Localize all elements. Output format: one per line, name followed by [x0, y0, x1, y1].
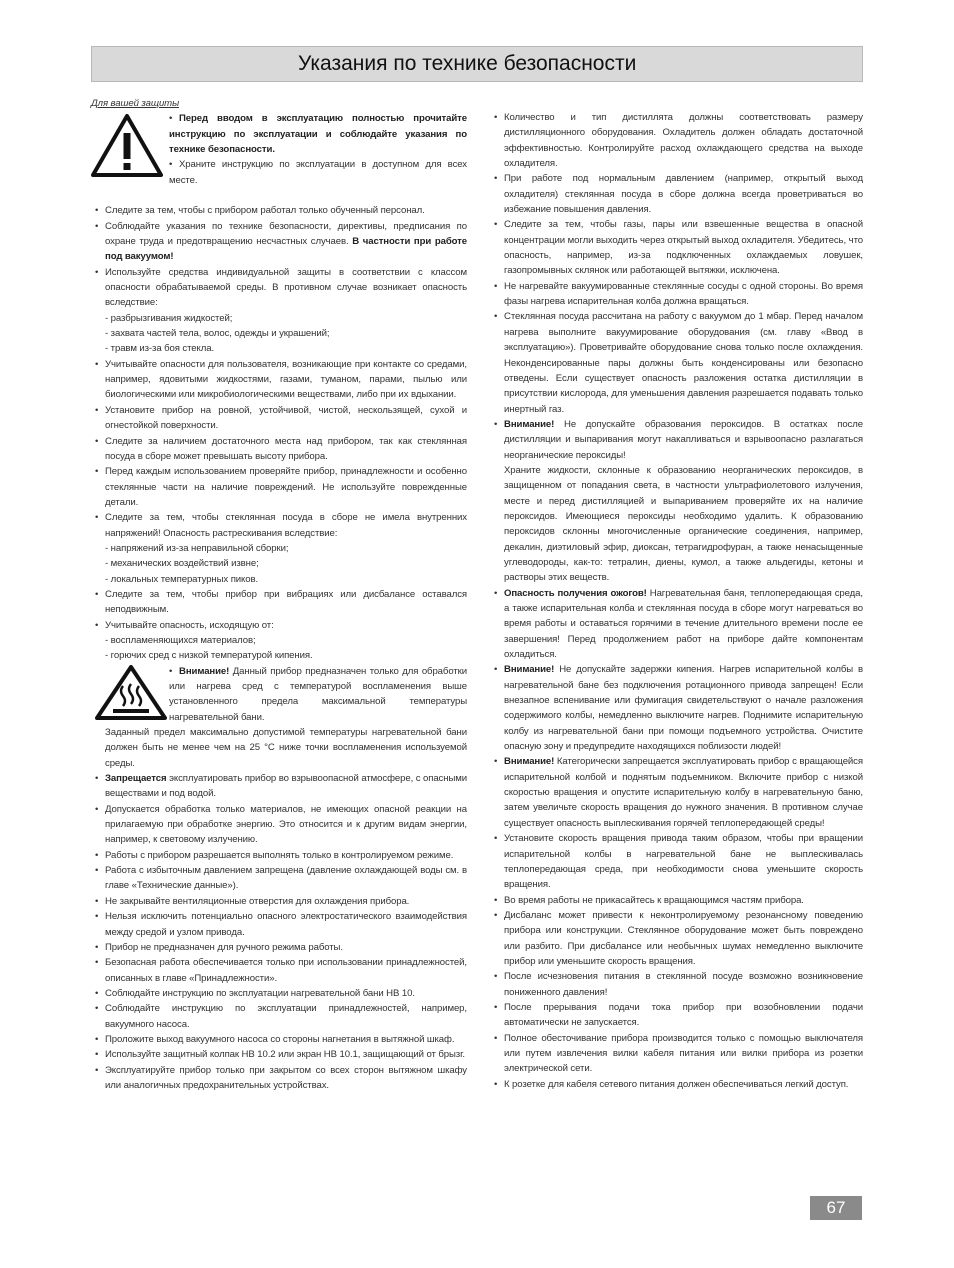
list-item-text: После исчезновения питания в стеклянной посуде возможно возникновение пониженного давления!	[504, 971, 863, 998]
list-item-text: эксплуатировать прибор во взрывоопасной атмосфере, с опасными веществами и под водой.	[105, 773, 468, 800]
list-item	[490, 969, 863, 1000]
list-item-text: Категорически запрещается эксплуатировать прибор с вращающейся испарительной колбой и поднятым подъемником. Включите прибор с низкой скоростью вращения и опустите испарительную колбу в нагревательную баню, затем увеличьте скорость вращения до нужного значения. В противном случае существует опасность выплескивания горячей теплопередающей среды!	[504, 756, 863, 829]
list-item-bold: В частности при работе под вакуумом!	[105, 236, 467, 263]
left-column	[91, 96, 467, 1093]
list-item	[490, 110, 863, 171]
list-item-text: Не нагревайте вакуумированные стеклянные сосуды с одной стороны. Во время фазы нагрева испарительная колба должна вращаться.	[504, 280, 863, 308]
list-item	[91, 587, 467, 618]
warning-triangle-icon	[91, 113, 163, 177]
list-item-bold: Внимание!	[504, 756, 555, 768]
list-item	[490, 1000, 863, 1031]
list-item-text: Нагревательная баня, теплопередающая среда, а также испарительная колба и стеклянная посуда в сборе могут нагреваться во время работы и оставаться горячими в течение длительного времени после ее завершения! Перед продолжением работ на приборе дайте компонентам охладиться.	[504, 587, 863, 661]
list-item	[91, 203, 467, 218]
list-item-text: При работе под нормальным давлением (например, открытый выход охладителя) стеклянная посуда в сборе должна всегда проветриваться во избежание повышения давления.	[504, 173, 863, 216]
list-item	[91, 1047, 467, 1062]
list-item-text: Дисбаланс может привести к неконтролируемому резонансному поведению прибора или конструкции. Стеклянное оборудование может быть повреждено или разбито. При дисбалансе или необычных шумах немедленно выключите прибор или уменьшите скорость вращения.	[504, 909, 863, 967]
warning-bold-text: Перед вводом в эксплуатацию полностью прочитайте инструкцию по эксплуатации и соблюдайте указания по технике безопасности.	[169, 113, 467, 156]
list-item	[169, 111, 467, 157]
list-item	[490, 417, 863, 463]
list-item	[91, 403, 467, 434]
list-item-text: Стеклянная посуда рассчитана на работу с вакуумом до 1 мбар. Перед началом нагрева выполните вакуумирование оборудования (см. главу «Ввод в эксплуатацию»). Проветривайте оборудование снова только после охлаждения. Неконденсированные пары должны быть конденсированы или безопасно отведены. Если существует опасность разложения остатка дистилляции в присутствии кислорода, для уменьшения давления разрешается подавать только инертный газ.	[504, 311, 863, 415]
list-item-text: Установите прибор на ровной, устойчивой, чистой, нескользящей, сухой и огнестойкой поверхности.	[105, 404, 467, 432]
list-item-text: Проложите выход вакуумного насоса со стороны нагнетания в вытяжной шкаф.	[105, 1033, 455, 1045]
list-item	[490, 1031, 863, 1077]
list-item-text: Следите за тем, чтобы газы, пары или взвешенные вещества в опасной концентрации могли выходить через открытый выход охладителя. Убедитесь, что опасность, например, из-за подключенных охлаждаемых ловушек, газопромывных склянок или работающей вытяжки, исключена.	[504, 219, 863, 277]
list-item-text: Эксплуатируйте прибор только при закрытом со всех сторон вытяжном шкафу или аналогичных предохранительных устройствах.	[105, 1064, 467, 1091]
sub-item: - локальных температурных пиков.	[105, 573, 259, 585]
list-item	[91, 464, 467, 510]
list-item-text: Соблюдайте инструкцию по эксплуатации принадлежностей, например, вакуумного насоса.	[105, 1003, 467, 1030]
list-item-text: Учитывайте опасности для пользователя, возникающие при контакте со средами, например, ядовитыми жидкостями, газами, туманом, парами, пылью или биологическими или микробиологическими веществами, либо при их вдыхании.	[105, 358, 467, 401]
list-item	[490, 893, 863, 908]
sub-item: - захвата частей тела, волос, одежды и украшений;	[105, 328, 330, 340]
list-item	[490, 309, 863, 416]
list-item	[490, 279, 863, 310]
list-item	[91, 1001, 467, 1032]
list-item	[91, 771, 467, 802]
list-item	[91, 510, 467, 541]
paragraph: Заданный предел максимально допустимой температуры нагревательной бани должен быть не менее чем на 25 °C ниже точки воспламенения используемой среды.	[105, 727, 467, 769]
list-item	[490, 1077, 863, 1092]
list-item-text: Используйте средства индивидуальной защиты в соответствии с классом опасности обрабатываемой среды. В противном случае возникает опасность вследствие:	[105, 266, 467, 309]
list-item	[91, 863, 467, 894]
list-item	[91, 909, 467, 940]
list-item-text: Следите за наличием достаточного места над прибором, так как стеклянная посуда в сборе может превышать высоту прибора.	[105, 435, 467, 462]
list-item-text: К розетке для кабеля сетевого питания должен обеспечиваться легкий доступ.	[504, 1078, 849, 1090]
list-item-text: Установите скорость вращения привода таким образом, чтобы при вращении испарительной колбы в нагревательной бане не выплескивалась теплопередающая среда, при необходимости снова уменьшите скорость вращения.	[504, 833, 863, 891]
list-item-text: Учитывайте опасность, исходящую от:	[105, 619, 274, 631]
list-item-bold: Внимание!	[504, 418, 555, 430]
right-column	[490, 110, 863, 1092]
list-item-text: После прерывания подачи тока прибор при возобновлении подачи автоматически не запускается.	[504, 1001, 863, 1029]
list-item-text: Работы с прибором разрешается выполнять только в контролируемом режиме.	[105, 849, 454, 861]
list-item	[91, 848, 467, 863]
list-item	[490, 662, 863, 754]
list-item	[490, 754, 863, 831]
list-item-text: Храните инструкцию по эксплуатации в доступном для всех месте.	[169, 159, 467, 186]
list-item	[91, 986, 467, 1001]
list-item-text: Следите за тем, чтобы стеклянная посуда в сборе не имела внутренних напряжений! Опасность растрескивания вследствие:	[105, 512, 467, 539]
list-item-text: Следите за тем, чтобы с прибором работал только обученный персонал.	[105, 205, 425, 217]
list-item	[91, 434, 467, 465]
list-item	[91, 1063, 467, 1094]
list-item-text: Следите за тем, чтобы прибор при вибрациях или дисбалансе оставался неподвижным.	[105, 588, 467, 616]
list-item	[91, 802, 467, 848]
list-item-text: Используйте защитный колпак HB 10.2 или экран HB 10.1, защищающий от брызг.	[105, 1049, 465, 1061]
page-title: Указания по технике безопасности	[298, 52, 637, 75]
paragraph: Храните жидкости, склонные к образованию неорганических пероксидов, в защищенном от попадания света, в частности ультрафиолетового излучения, месте и перед дистилляцией и выпариванием проверяйте их на наличие пероксидов. Имеющиеся пероксиды необходимо удалить. К образованию пероксидов склонны многочисленные органические соединения, например, декалин, диэтиловый эфир, диоксан, тетрагидрофуран, а также ненасыщенные углеводороды, как-то: тетралин, диены, кумол, а также альдегиды, кетоны и растворы этих веществ.	[504, 464, 863, 584]
list-item-text: Не допускайте образования пероксидов. В остатках после дистилляции и выпаривания могут накапливаться и взрывоопасно разлагаться неорганические пероксиды!	[504, 418, 863, 461]
list-item-text: Полное обесточивание прибора производится только с помощью выключателя или путем извлечения вилки кабеля питания или вилки прибора из розетки электрической сети.	[504, 1032, 863, 1075]
title-bar	[91, 46, 863, 82]
list-item-bold: Запрещается	[105, 773, 167, 785]
warning-block-hot-surface	[91, 664, 467, 725]
sub-item: - разбрызгивания жидкостей;	[105, 312, 233, 324]
list-item-text: Не допускайте задержки кипения. Нагрев испарительной колбы в нагревательной бане без подключения ротационного привода запрещен! Если внезапное вспенивание или фумигация свидетельствуют о начале разложения содержимого колбы, немедленно выключите нагрев. Поднимите испарительную колбу из нагревательной бани при помощи подъемного устройства. Очистите опасную зону и предупредите находящихся поблизости людей!	[504, 664, 863, 753]
list-item	[91, 265, 467, 311]
list-item	[169, 157, 467, 188]
list-item	[91, 940, 467, 955]
list-item-text: Количество и тип дистиллята должны соответствовать размеру дистилляционного оборудования. Охладитель должен обладать достаточной эффективностью. Контролируйте расход охлаждающего средства на выходе охладителя.	[504, 112, 863, 170]
sub-item: - напряжений из-за неправильной сборки;	[105, 542, 289, 554]
list-item	[91, 219, 467, 265]
list-item-text: Не закрывайте вентиляционные отверстия для охлаждения прибора.	[105, 895, 410, 907]
list-item	[91, 357, 467, 403]
list-item	[490, 217, 863, 278]
list-item	[91, 955, 467, 986]
list-item-text: Данный прибор предназначен только для обработки или нагрева сред с температурой воспламенения выше установленного предела максимальной температуры нагревательной бани.	[169, 665, 467, 723]
list-item	[490, 171, 863, 217]
list-item	[490, 908, 863, 969]
warning-block-general	[91, 111, 467, 203]
list-item	[91, 894, 467, 909]
page-number: 67	[810, 1196, 862, 1220]
sub-item: - травм из-за боя стекла.	[105, 343, 215, 355]
list-item-text: Прибор не предназначен для ручного режима работы.	[105, 941, 343, 953]
list-item	[91, 1032, 467, 1047]
hot-surface-icon	[95, 664, 167, 720]
list-item-text: Допускается обработка только материалов, не имеющих опасной реакции на прилагаемую при обработке энергию. Это относится и к другим видам энергии, например, к световому излучению.	[105, 803, 467, 846]
list-item-text: Во время работы не прикасайтесь к вращающимся частям прибора.	[504, 894, 804, 906]
list-item-text: Соблюдайте указания по технике безопасности, директивы, предписания по охране труда и предотвращению несчастных случаев.	[105, 220, 467, 248]
list-item-text: Перед каждым использованием проверяйте прибор, принадлежности и особенно стеклянные части на наличие повреждений. Не используйте поврежденные детали.	[105, 466, 467, 508]
list-item-text: Безопасная работа обеспечивается только при использовании принадлежностей, описанных в главе «Принадлежности».	[105, 957, 467, 984]
list-item-text: Работа с избыточным давлением запрещена (давление охлаждающей воды см. в главе «Технические данные»).	[105, 865, 467, 892]
subheading: Для вашей защиты	[91, 98, 180, 109]
list-item	[91, 618, 467, 633]
list-item	[490, 831, 863, 892]
sub-item: - механических воздействий извне;	[105, 558, 259, 570]
list-item-bold: Опасность получения ожогов!	[504, 587, 647, 599]
list-item	[490, 586, 863, 663]
list-item	[169, 664, 467, 725]
warning-bold-text: Внимание!	[179, 665, 230, 677]
sub-item: - воспламеняющихся материалов;	[105, 634, 256, 646]
list-item-text: Соблюдайте инструкцию по эксплуатации нагревательной бани HB 10.	[105, 987, 415, 999]
list-item-text: Нельзя исключить потенциально опасного электростатического взаимодействия между средой и узлом привода.	[105, 911, 467, 938]
sub-item: - горючих сред с низкой температурой кипения.	[105, 650, 313, 662]
list-item-bold: Внимание!	[504, 664, 555, 676]
